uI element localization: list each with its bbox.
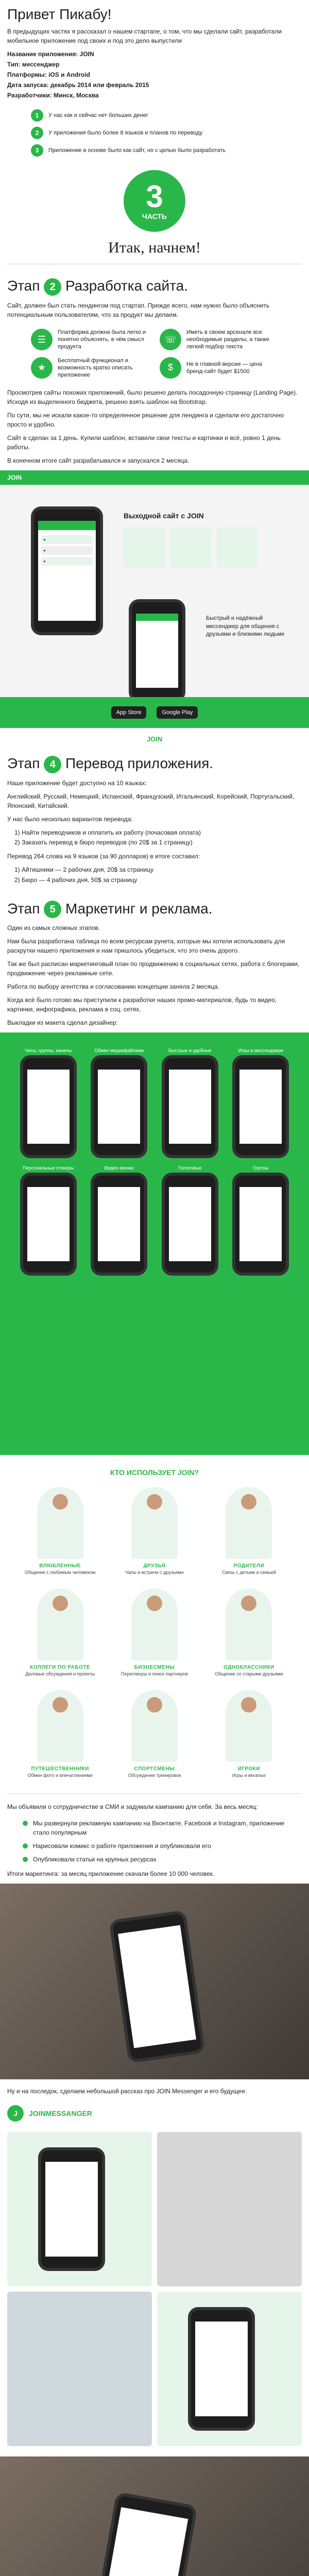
- stage-text: Сайт в сделан за 1 день. Купили шаблон, вставили свои тексты и картинки и всё, ровно 1 день работы.: [7, 434, 281, 451]
- list-item: 1) Айтишники — 2 рабочих дня, 20$ за страницу: [14, 866, 154, 874]
- bottom-text: Мы объявили о сотрудничестве в СМИ и задумали кампанию для себя. За весь месяц:: [7, 1803, 258, 1811]
- persona-desc: Переговоры и поиск партнеров: [121, 1671, 188, 1677]
- stage-title-text: Перевод приложения.: [65, 755, 214, 772]
- stage-4-title: Этап 4 Перевод приложения.: [0, 750, 309, 778]
- persona-label: ДРУЗЬЯ: [143, 1563, 166, 1569]
- persona-card: [204, 1588, 294, 1677]
- stage-text: Наше приложение будет доступно на 10 языках:: [7, 779, 147, 787]
- persona-desc: Общение с любимым человеком: [25, 1570, 96, 1575]
- promo-label: Быстрые и удобные: [168, 1048, 212, 1054]
- stage-number: 2: [44, 278, 61, 296]
- step-icon: 1: [31, 109, 43, 122]
- stage-text: Когда всё было готово мы приступили к разработке наших промо-материалов, будь то видео, картинки, инфографика, реклама в соц. сетях.: [7, 996, 277, 1013]
- persona-desc: Чаты и встречи с друзьями: [125, 1570, 184, 1575]
- promo-block: [0, 1032, 309, 1455]
- bullet-icon: [23, 1843, 28, 1849]
- persona-card: [110, 1588, 199, 1677]
- stage-text: Нам была разработана таблица по всем ресурсам рунета, которые мы хотели использовать для раскрутки нашего приложения и нам пришлось убедиться, что это очень дорого.: [7, 938, 285, 955]
- intro-step: [31, 109, 278, 122]
- phone-screen: ● ● ●: [38, 521, 96, 621]
- persona-avatar: [131, 1487, 178, 1559]
- persona-label: ИГРОКИ: [237, 1766, 261, 1772]
- stage-text: Просмотрев сайты похожих приложений, было решено делать посадочную страницу (Landing Page). Исходя из выделенного бюджета, решено взять шаблон на Bootstrap.: [7, 389, 298, 406]
- intro-step: [31, 144, 278, 157]
- feature-grid: [0, 324, 309, 384]
- feature-text: Платформа должна была легко и понятно объяснять, в чём смысл продукта: [58, 329, 146, 350]
- bullet-text: Мы развернули рекламную кампанию на Вконтакте, Facebook и Instagram, приложение стало популярным: [33, 1820, 285, 1837]
- phone-icon: ☏: [160, 329, 181, 350]
- promo-label: Игры в мессенджере: [238, 1048, 283, 1054]
- part-badge: [0, 162, 309, 235]
- feature-thumb: [170, 527, 211, 568]
- persona-card: [204, 1487, 294, 1576]
- promo-card: [87, 1165, 152, 1276]
- collage: [0, 2127, 309, 2451]
- promo-label: Видео-звонки: [104, 1165, 134, 1171]
- step-text: У нас как и сейчас нет больших денег: [48, 112, 148, 118]
- start-title: Итак, начнем!: [108, 239, 201, 256]
- site-mockup: [0, 470, 309, 728]
- persona-label: КОЛЛЕГИ ПО РАБОТЕ: [30, 1665, 91, 1671]
- photo-hand-phone: [0, 1884, 309, 2079]
- feature-text: Не в главной версии — цена бренд-сайт будет $1500: [186, 361, 262, 375]
- google-play-button[interactable]: Google Play: [157, 706, 198, 719]
- stage-text: Так же был расписан маркетинговый план по продвижению в социальных сетях, работа с блогерами, продвижение через рекламные сети.: [7, 960, 300, 977]
- persona-desc: Обсуждение тренировок: [128, 1772, 181, 1778]
- phone-mockup: [31, 506, 103, 635]
- persona-card: [15, 1487, 105, 1576]
- stage-4: [0, 750, 309, 885]
- phone-mockup-small: [129, 599, 185, 702]
- persona-desc: Игры и веселье: [232, 1772, 266, 1778]
- persona-card: [110, 1690, 199, 1779]
- bullet-item: [23, 1819, 286, 1837]
- caption-2: Быстрый и надёжный мессенджер для общения с друзьями и близкими людьми: [206, 615, 285, 638]
- app-devs: Разработчики: Минск, Москва: [7, 92, 99, 99]
- options-list: [7, 828, 302, 848]
- promo-label: Чаты, группы, каналы: [25, 1048, 72, 1054]
- feature-thumb: [216, 527, 258, 568]
- join-logo: JOIN: [146, 735, 163, 743]
- doc-icon: ☰: [31, 329, 53, 350]
- stage-text: Выкладки из макета сделал дизайнер:: [7, 1019, 118, 1027]
- intro-step: [31, 127, 278, 139]
- bullet-item: [23, 1841, 286, 1851]
- personas-title: КТО ИСПОЛЬЗУЕТ JOIN?: [110, 1468, 199, 1477]
- brand-row: [0, 2100, 309, 2127]
- persona-label: ПУТЕШЕСТВЕННИКИ: [31, 1766, 89, 1772]
- bottom-text: Итоги маркетинга: за месяц приложение скачали более 10 000 человек.: [7, 1870, 215, 1878]
- photo-phone-2: [0, 2456, 309, 2576]
- stage-title-text: Разработка сайта.: [65, 278, 188, 294]
- persona-desc: Обмен фото и впечатлениями: [27, 1772, 93, 1778]
- promo-card: [15, 1048, 81, 1158]
- collage-image: [7, 2132, 152, 2286]
- feature-item: [160, 357, 278, 379]
- intro-text: В предыдущих частях я рассказал о нашем стартапе, о том, что мы сделали сайт, разработали мобильное приложение под своих и под это дело выпустили: [7, 28, 282, 44]
- collage-image: [157, 2132, 302, 2286]
- brand-name: JOINMESSANGER: [29, 2109, 92, 2118]
- promo-card: [15, 1165, 81, 1276]
- stage-text: Работа по выбору агентства и согласованию концепции заняла 2 месяца.: [7, 983, 219, 991]
- app-release: Дата запуска: декабрь 2014 или февраль 2015: [7, 81, 149, 89]
- list-item: 2) Бюро — 4 рабочих дня, 50$ за страницу: [14, 876, 138, 884]
- feature-thumb: [124, 527, 165, 568]
- persona-card: [204, 1690, 294, 1779]
- collage-image: [7, 2292, 152, 2446]
- promo-card: [87, 1048, 152, 1158]
- brand-icon: J: [7, 2105, 24, 2122]
- promo-card: [228, 1165, 294, 1276]
- part-word: ЧАСТЬ: [142, 212, 167, 221]
- persona-avatar: [131, 1690, 178, 1762]
- step-text: Приложение в основе было как сайт, но с целью было разработать: [48, 147, 226, 154]
- persona-avatar: [226, 1487, 272, 1559]
- bullet-text: Опубликовали статьи на крупных ресурсах: [33, 1856, 157, 1863]
- persona-avatar: [226, 1690, 272, 1762]
- dollar-icon: $: [160, 357, 181, 379]
- list-item: 2) Заказать перевод в бюро переводов (по 20$ за 1 страницу): [14, 839, 193, 846]
- stage-text: У нас было несколько вариантов перевода:: [7, 816, 133, 823]
- app-type: Тип: мессенджер: [7, 61, 60, 68]
- bullet-item: [23, 1855, 286, 1864]
- app-name: Название приложения: JOIN: [7, 50, 94, 58]
- stage-text: Перевод 264 слова на 9 языков (за 90 долларов) в итоге составил:: [7, 853, 200, 860]
- mock-header: JOIN: [0, 470, 309, 485]
- hero-caption: Выходной сайт с JOIN: [124, 512, 204, 520]
- stage-title-text: Маркетинг и реклама.: [65, 900, 213, 917]
- persona-label: ВЛЮБЛЕННЫЕ: [39, 1563, 81, 1569]
- feature-text: Бесплатный функционал и возможность кратко описать приложение: [58, 357, 133, 379]
- promo-card: [157, 1165, 223, 1276]
- app-platforms: Платформы: iOS и Android: [7, 71, 90, 78]
- intro-section: [0, 0, 309, 264]
- bottom-text: Ну и на последок, сделаем небольшой рассказ про JOIN Messenger и его будущее.: [7, 2088, 247, 2095]
- persona-avatar: [226, 1588, 272, 1660]
- phone-in-hand: [109, 1910, 205, 2063]
- persona-label: СПОРТСМЕНЫ: [134, 1766, 175, 1772]
- persona-avatar: [131, 1588, 178, 1660]
- promo-card: [157, 1048, 223, 1158]
- step-icon: 3: [31, 144, 43, 157]
- promo-label: Голосовые: [178, 1165, 202, 1171]
- persona-label: БИЗНЕСМЕНЫ: [134, 1665, 175, 1671]
- persona-desc: Общение со старыми друзьями: [215, 1671, 283, 1677]
- persona-avatar: [37, 1487, 83, 1559]
- collage-image: [157, 2292, 302, 2446]
- persona-desc: Деловые обсуждения и проекты: [25, 1671, 95, 1677]
- feature-item: [160, 329, 278, 351]
- promo-label: Обмен медиафайлами: [94, 1048, 144, 1054]
- persona-desc: Связь с детьми и семьей: [221, 1570, 276, 1575]
- persona-card: [110, 1487, 199, 1576]
- persona-avatar: [37, 1588, 83, 1660]
- part-number: 3: [146, 179, 163, 214]
- bullet-icon: [23, 1821, 28, 1826]
- stage-text: По сути, мы не искали какое-то определенное решение для лендинга и сделали его достаточно просто и удобно.: [7, 412, 284, 429]
- persona-avatar: [37, 1690, 83, 1762]
- promo-label: Группы: [253, 1165, 269, 1171]
- step-icon: 2: [31, 127, 43, 139]
- persona-card: [15, 1690, 105, 1779]
- stage-2-title: Этап 2 Разработка сайта.: [0, 273, 309, 301]
- results-list: [7, 865, 302, 885]
- step-text: У приложения было более 8 языков и планов по переводу: [48, 130, 203, 136]
- stage-5-title: Этап 5 Маркетинг и реклама.: [0, 895, 309, 924]
- greeting: Привет Пикабу!: [7, 6, 112, 22]
- bullet-icon: [23, 1857, 28, 1862]
- stage-text: Сайт, должен был стать лендингом под стартап. Прежде всего, нам нужно было объяснить потенциальным пользователям, что за продукт мы делаем.: [7, 301, 270, 318]
- gift-icon: ★: [31, 357, 53, 379]
- personas-section: [0, 1455, 309, 1794]
- feature-text: Иметь в своем арсенале все необходимые разделы, а также легкий подбор текста: [186, 329, 269, 350]
- stage-text: Один из самых сложных этапов.: [7, 924, 100, 932]
- store-bar: [0, 697, 309, 728]
- persona-grid: [0, 1477, 309, 1789]
- persona-label: ОДНОКЛАССНИКИ: [224, 1665, 274, 1671]
- persona-card: [15, 1588, 105, 1677]
- langs-text: Английский, Русский, Немецкий, Испанский, Французский, Итальянский, Корейский, Португальский, Японский, Китайский.: [7, 793, 295, 809]
- stage-5: [0, 885, 309, 1028]
- bottom-section: [0, 1794, 309, 1878]
- bullet-text: Нарисовали комикс о работе приложения и опубликовали его: [33, 1842, 211, 1850]
- feature-item: [31, 329, 149, 351]
- promo-label: Персональные стикеры: [23, 1165, 74, 1171]
- list-item: 1) Найти переводчиков и оплатить их работу (почасовая оплата): [14, 829, 201, 836]
- stage-number: 5: [44, 901, 61, 918]
- stage-2: [0, 264, 309, 465]
- app-store-button[interactable]: App Store: [111, 706, 147, 719]
- persona-label: РОДИТЕЛИ: [233, 1563, 265, 1569]
- feature-item: [31, 357, 149, 379]
- stage-number: 4: [44, 756, 61, 773]
- stage-text: В конечном итоге сайт разрабатывался и запускался 2 месяца.: [7, 457, 190, 465]
- promo-card: [228, 1048, 294, 1158]
